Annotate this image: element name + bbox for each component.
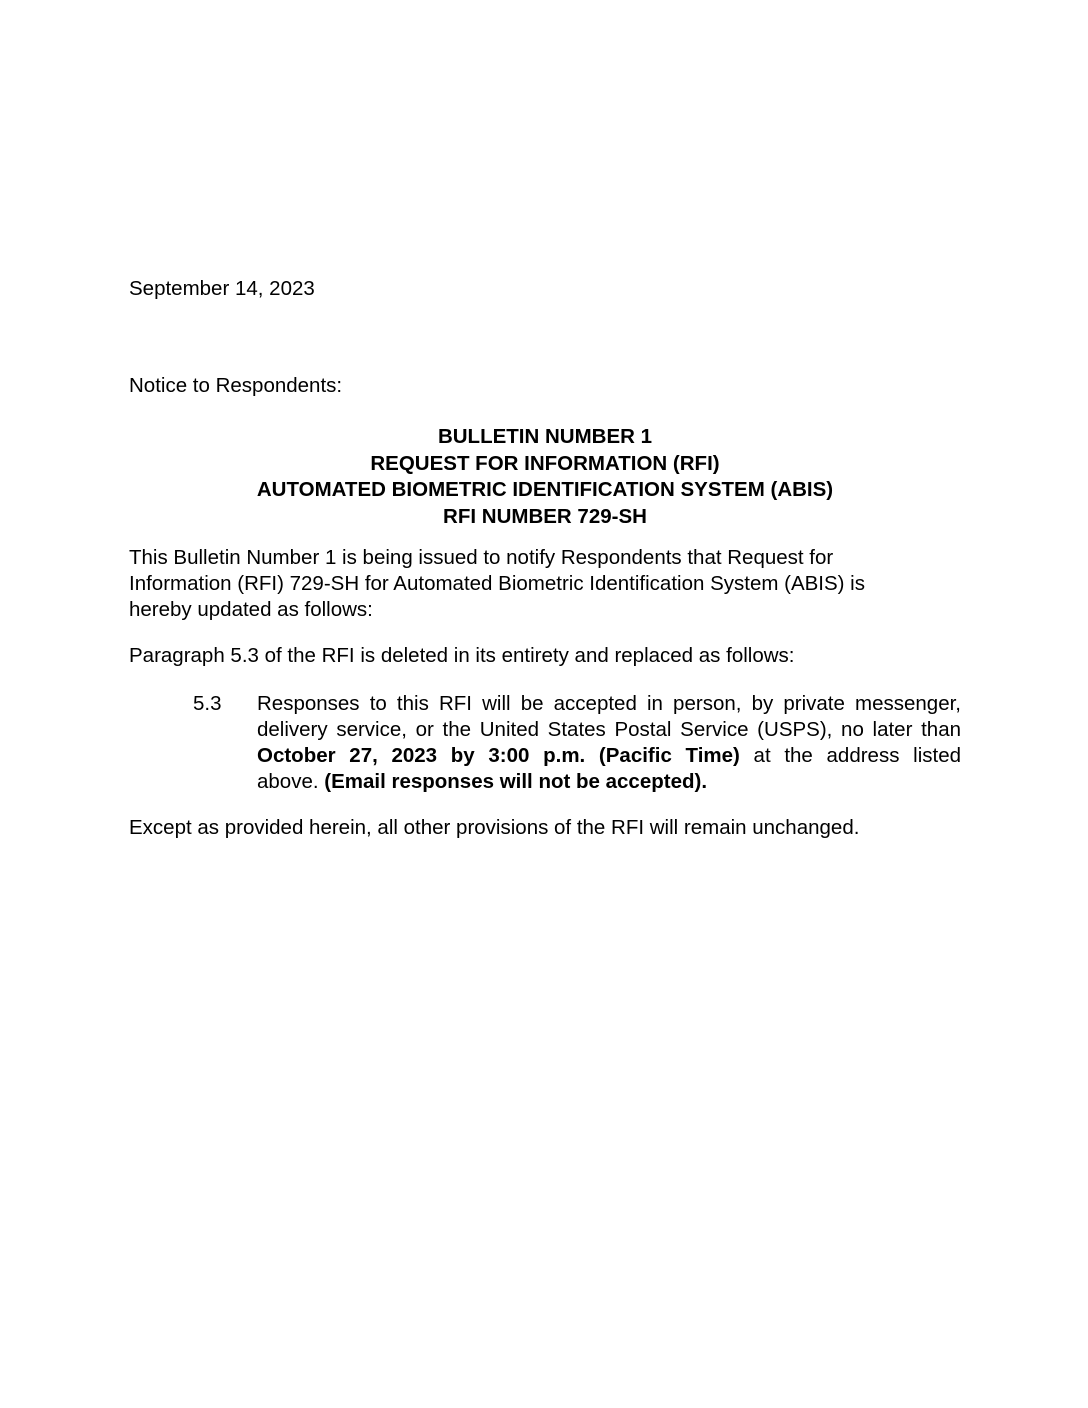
heading-line-rfi-number: RFI NUMBER 729-SH [443,504,647,528]
paragraph-line-deadline [257,743,961,769]
paragraph-reference: Paragraph 5.3 of the RFI is deleted in its entirety and replaced as follows: [129,644,795,667]
letter-date: September 14, 2023 [129,277,315,300]
heading-line-rfi: REQUEST FOR INFORMATION (RFI) [370,451,720,475]
paragraph-line: Responses to this RFI will be accepted in person, by private messenger, [257,692,961,715]
paragraph-number: 5.3 [193,692,222,715]
heading-line-bulletin-number: BULLETIN NUMBER 1 [437,425,653,448]
closing-paragraph: Except as provided herein, all other provisions of the RFI will remain unchanged. [129,816,860,839]
heading-line-system: AUTOMATED BIOMETRIC IDENTIFICATION SYSTEM (ABIS) [256,478,834,501]
email-notice-text: (Email responses will not be accepted). [324,770,708,793]
intro-paragraph [129,545,929,623]
paragraph-line: delivery service, or the United States Postal Service (USPS), no later than [257,718,961,741]
intro-line: hereby updated as follows: [129,598,373,621]
deadline-text: October 27, 2023 by 3:00 p.m. (Pacific Time) [257,744,740,767]
address-text: at the address listed [739,744,962,767]
paragraph-text [257,691,961,795]
bulletin-heading [129,424,961,530]
salutation: Notice to Respondents: [129,374,343,397]
above-text: above. [257,770,325,793]
intro-line: This Bulletin Number 1 is being issued to notify Respondents that Request for [129,546,834,569]
paragraph-line-email-notice [257,769,961,795]
intro-line: Information (RFI) 729-SH for Automated Biometric Identification System (ABIS) is [129,572,865,595]
